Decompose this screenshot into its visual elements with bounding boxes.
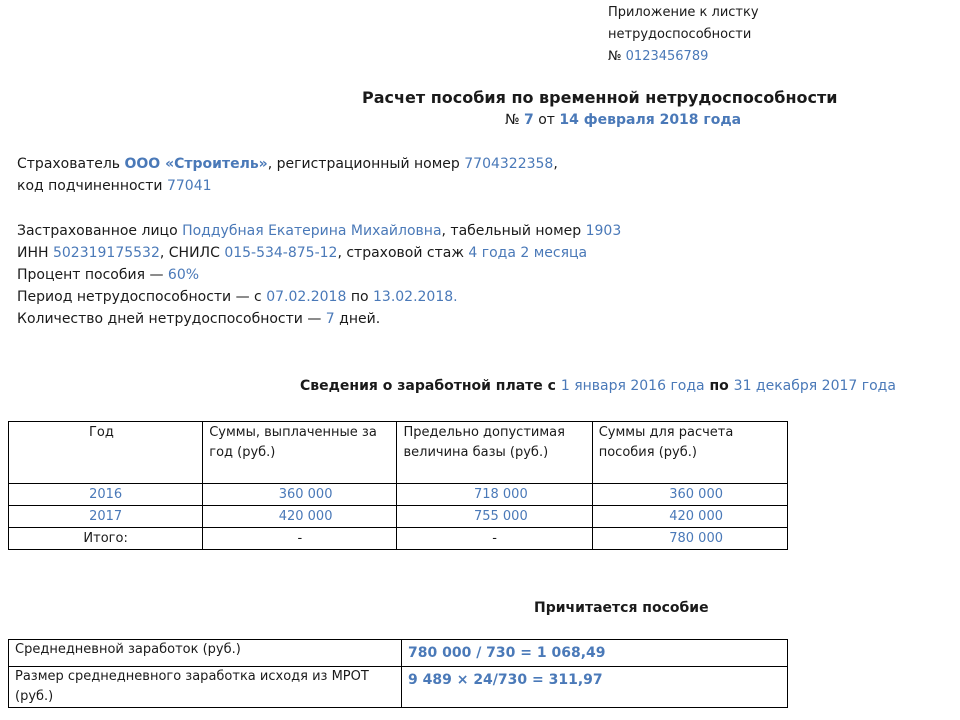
insurer-line-1 <box>17 153 558 175</box>
cell-calc: 360 000 <box>592 484 787 506</box>
salary-table <box>8 421 788 550</box>
salary-period-to: 31 декабря 2017 года <box>733 378 896 394</box>
table-row-total <box>9 528 788 550</box>
insurer-block <box>17 153 558 197</box>
header-calc: Суммы для расчета пособия (руб.) <box>592 422 787 484</box>
document-number-line <box>505 112 741 128</box>
header-paid: Суммы, выплаченные за год (руб.) <box>203 422 397 484</box>
cell-total-limit: - <box>397 528 592 550</box>
percent-label: Процент пособия — <box>17 267 168 283</box>
reg-number-comma: , <box>553 156 558 172</box>
cell-limit: 755 000 <box>397 506 592 528</box>
insurer-line-2 <box>17 175 558 197</box>
document-title: Расчет пособия по временной нетрудоспособности <box>362 88 838 107</box>
inn-value: 502319175532 <box>52 245 160 261</box>
avg-daily-value: 780 000 / 730 = 1 068,49 <box>402 640 788 667</box>
insured-line-2 <box>17 242 621 264</box>
reg-number: 7704322358 <box>464 156 554 172</box>
insured-block <box>17 220 621 330</box>
stazh-label: , страховой стаж <box>337 245 469 261</box>
header-year: Год <box>9 422 203 484</box>
benefit-table <box>8 639 788 708</box>
table-row <box>9 667 788 708</box>
cell-paid: 360 000 <box>203 484 397 506</box>
cell-calc: 420 000 <box>592 506 787 528</box>
appendix-number: 0123456789 <box>625 49 709 64</box>
doc-date: 14 февраля 2018 года <box>559 112 742 128</box>
tab-number: 1903 <box>585 223 622 239</box>
cell-year: 2016 <box>9 484 203 506</box>
inn-label: ИНН <box>17 245 53 261</box>
cell-year: 2017 <box>9 506 203 528</box>
cell-total-paid: - <box>203 528 397 550</box>
table-row <box>9 506 788 528</box>
subordination-code: 77041 <box>166 178 212 194</box>
header-limit: Предельно допустимая величина базы (руб.) <box>397 422 592 484</box>
doc-number: 7 <box>524 112 534 128</box>
snils-value: 015-534-875-12 <box>224 245 338 261</box>
salary-heading-mid: по <box>704 378 734 394</box>
insurer-label: Страхователь <box>17 156 125 172</box>
period-from: 07.02.2018 <box>266 289 347 305</box>
insured-name: Поддубная Екатерина Михайловна <box>182 223 442 239</box>
salary-heading <box>300 378 896 394</box>
days-suffix: дней. <box>334 311 381 327</box>
table-row <box>9 640 788 667</box>
subordination-label: код подчиненности <box>17 178 167 194</box>
appendix-line-2: нетрудоспособности <box>608 27 752 42</box>
insured-line-1 <box>17 220 621 242</box>
cell-limit: 718 000 <box>397 484 592 506</box>
appendix-line-1: Приложение к листку <box>608 5 759 20</box>
insured-label: Застрахованное лицо <box>17 223 183 239</box>
cell-paid: 420 000 <box>203 506 397 528</box>
reg-number-label: , регистрационный номер <box>267 156 465 172</box>
days-label: Количество дней нетрудоспособности — <box>17 311 326 327</box>
percent-line <box>17 264 621 286</box>
appendix-number-line <box>608 46 759 68</box>
benefit-heading: Причитается пособие <box>534 600 709 616</box>
mrot-value: 9 489 × 24/730 = 311,97 <box>402 667 788 708</box>
doc-date-from: от <box>533 112 560 128</box>
salary-table-header <box>9 422 788 484</box>
period-to-label: по <box>346 289 373 305</box>
mrot-label: Размер среднедневного заработка исходя из МРОТ (руб.) <box>9 667 402 708</box>
cell-total-label: Итого: <box>9 528 203 550</box>
period-label: Период нетрудоспособности — с <box>17 289 267 305</box>
days-line <box>17 308 621 330</box>
avg-daily-label: Среднедневной заработок (руб.) <box>9 640 402 667</box>
appendix-number-prefix: № <box>608 49 626 64</box>
days-value: 7 <box>325 311 335 327</box>
snils-label: , СНИЛС <box>159 245 225 261</box>
salary-heading-prefix: Сведения о заработной плате с <box>300 378 561 394</box>
stazh-value: 4 года 2 месяца <box>468 245 588 261</box>
tab-number-label: , табельный номер <box>441 223 586 239</box>
table-row <box>9 484 788 506</box>
doc-number-prefix: № <box>505 112 525 128</box>
salary-period-from: 1 января 2016 года <box>560 378 705 394</box>
insurer-name: ООО «Строитель» <box>124 156 268 172</box>
period-to: 13.02.2018. <box>373 289 458 305</box>
cell-total-calc: 780 000 <box>592 528 787 550</box>
appendix-note <box>608 2 759 68</box>
percent-value: 60% <box>167 267 200 283</box>
period-line <box>17 286 621 308</box>
